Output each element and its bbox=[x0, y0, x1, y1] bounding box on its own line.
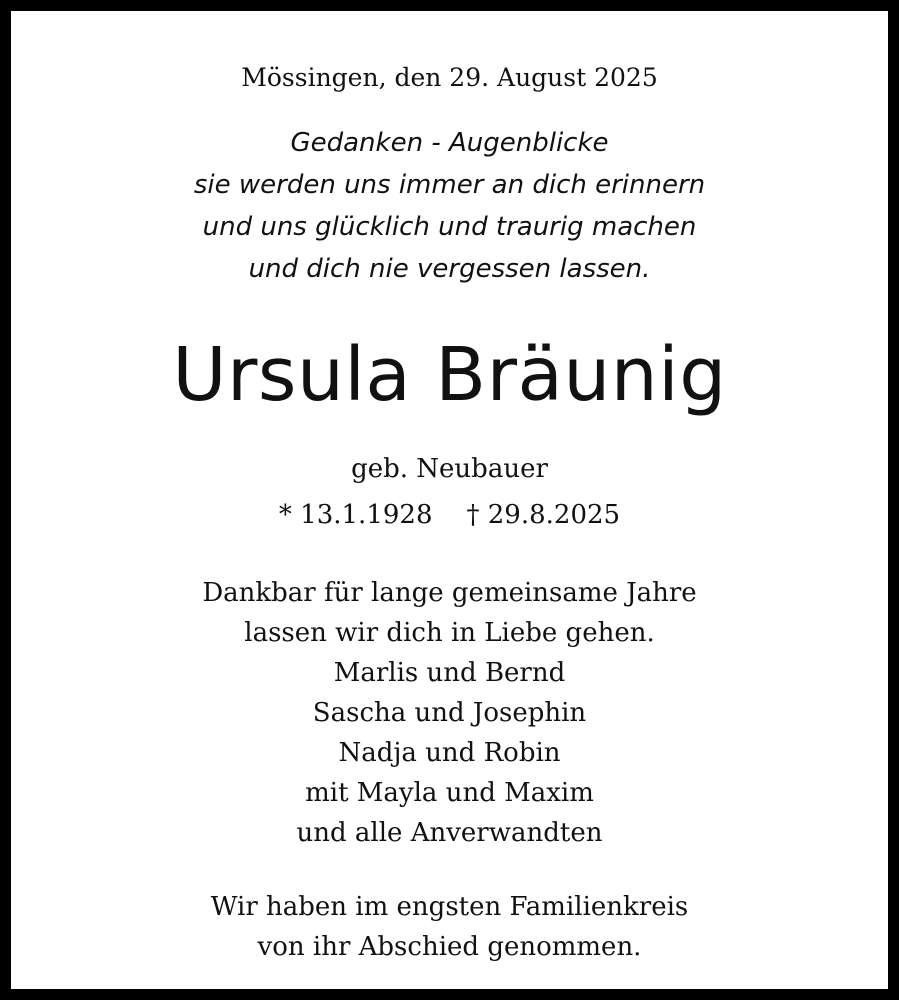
family-line-4: Sascha und Josephin bbox=[312, 698, 587, 728]
family-line-7: und alle Anverwandten bbox=[296, 818, 603, 848]
verse-line-4: und dich nie vergessen lassen. bbox=[248, 254, 651, 284]
verse-line-3: und uns glücklich und traurig machen bbox=[202, 212, 697, 242]
life-dates bbox=[11, 495, 888, 535]
verse-line-1: Gedanken - Augenblicke bbox=[290, 128, 609, 158]
family-line-5: Nadja und Robin bbox=[338, 738, 561, 768]
family-line-1: Dankbar für lange gemeinsame Jahre bbox=[202, 578, 697, 608]
place-date: Mössingen, den 29. August 2025 bbox=[241, 63, 658, 92]
closing-line-1: Wir haben im engsten Familienkreis bbox=[210, 892, 689, 922]
family-line-3: Marlis und Bernd bbox=[333, 658, 566, 688]
deceased-name: Ursula Bräunig bbox=[172, 332, 727, 418]
family-line-6: mit Mayla und Maxim bbox=[305, 778, 594, 808]
maiden-name: geb. Neubauer bbox=[351, 454, 548, 484]
closing-line-2: von ihr Abschied genommen. bbox=[257, 932, 642, 962]
verse-line-2: sie werden uns immer an dich erinnern bbox=[193, 170, 706, 200]
birth-date: * 13.1.1928 bbox=[278, 500, 433, 530]
family-line-2: lassen wir dich in Liebe gehen. bbox=[244, 618, 655, 648]
death-date: † 29.8.2025 bbox=[466, 500, 621, 530]
